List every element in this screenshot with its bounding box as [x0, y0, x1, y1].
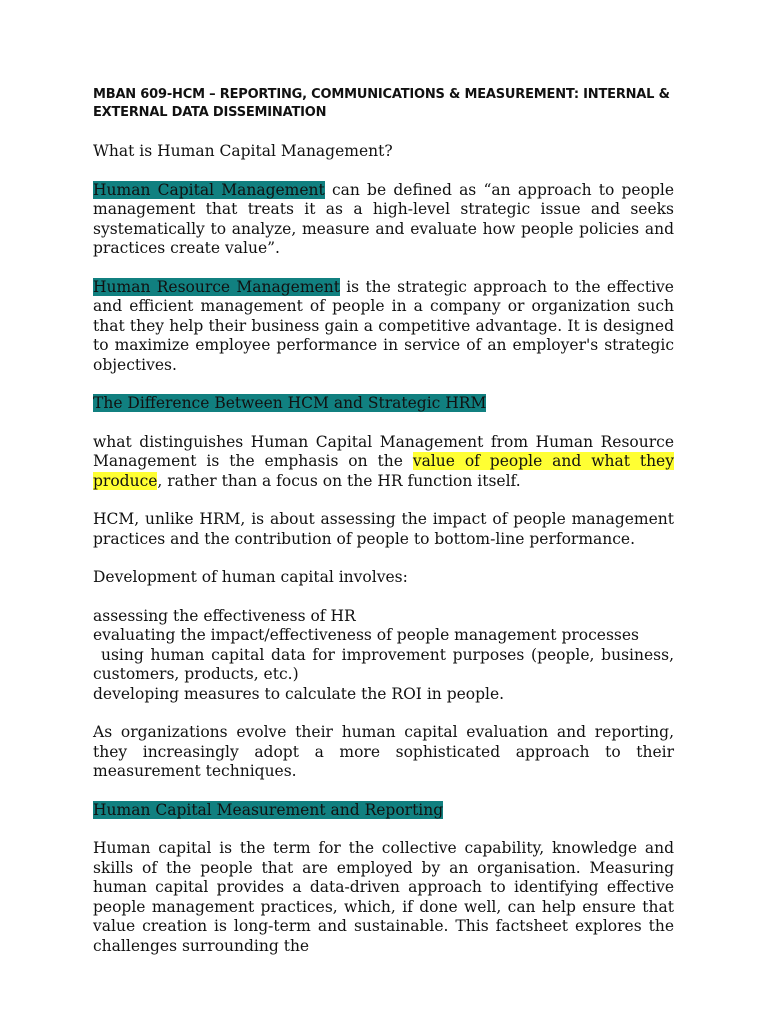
section-title-difference [93, 394, 674, 414]
section-title-measurement-text: Human Capital Measurement and Reporting [93, 800, 444, 819]
section-title-difference-text: The Difference Between HCM and Strategic HRM [93, 394, 487, 412]
paragraph-distinguishes [93, 433, 674, 492]
highlight-value-of-people: value of people and what they produce [93, 452, 674, 490]
distinguishes-text-before: what distinguishes Human Capital Management from Human Resource Management is the emphasis on the [93, 432, 674, 470]
distinguishes-text-after: , rather than a focus on the HR function itself. [157, 471, 521, 490]
development-list [93, 607, 674, 705]
document-body [93, 86, 674, 975]
list-item: evaluating the impact/effectiveness of people management processes [93, 626, 639, 644]
question-line: What is Human Capital Management? [93, 142, 393, 160]
paragraph-hrm-definition [93, 278, 674, 376]
paragraph-human-capital: Human capital is the term for the collective capability, knowledge and skills of the people that are employed by an organisation. Measuring human capital provides a data-driven approach to identifying effective people management practices, which, if done well, can help ensure that value creation is long-term and sustainable. This factsheet explores the challenges surrounding the [93, 839, 674, 955]
list-item: assessing the effectiveness of HR [93, 606, 356, 625]
highlight-hcm: Human Capital Management [93, 180, 325, 199]
hrm-definition-text: is the strategic approach to the effective and efficient management of people in a company or organization such that they help their business gain a competitive advantage. It is designed to maximize employee performance in service of an employer's strategic objectives. [93, 277, 674, 374]
paragraph-evolve: As organizations evolve their human capital evaluation and reporting, they increasingly adopt a more sophisticated approach to their measurement techniques. [93, 723, 674, 780]
paragraph-development-intro: Development of human capital involves: [93, 568, 408, 586]
list-item: developing measures to calculate the ROI in people. [93, 684, 505, 703]
document-heading: MBAN 609-HCM – REPORTING, COMMUNICATIONS & MEASUREMENT: INTERNAL & EXTERNAL DATA DISSEMINATION [93, 87, 670, 120]
paragraph-hcm-definition [93, 181, 674, 259]
paragraph-hcm-vs-hrm: HCM, unlike HRM, is about assessing the impact of people management practices and the contribution of people to bottom-line performance. [93, 510, 674, 548]
list-item: using human capital data for improvement purposes (people, business, customers, products, etc.) [93, 645, 674, 683]
highlight-hrm: Human Resource Management [93, 277, 340, 296]
section-title-measurement [93, 801, 674, 821]
hcm-definition-text: can be defined as “an approach to people management that treats it as a high-level strategic issue and seeks systematically to analyze, measure and evaluate how people policies and practices create value”. [93, 180, 674, 257]
